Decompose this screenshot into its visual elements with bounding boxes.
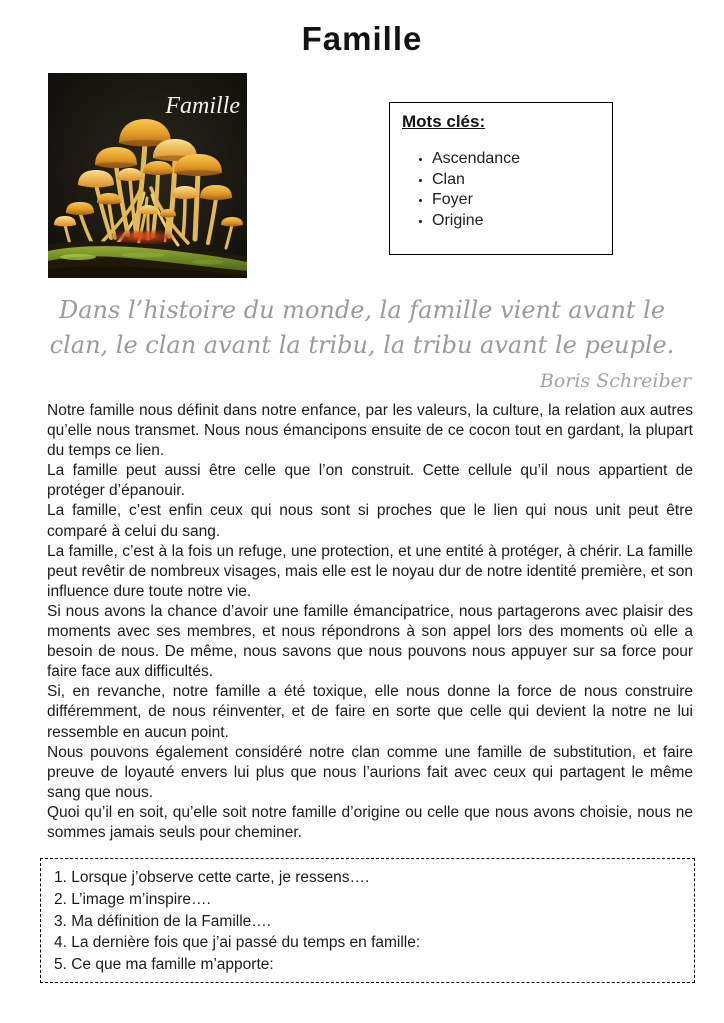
base-red-glow (113, 232, 173, 243)
quote-author: Boris Schreiber (539, 370, 691, 392)
question-item: 3. Ma définition de la Famille…. (54, 912, 272, 930)
mushroom-photo-illustration (48, 73, 247, 278)
keyword-item: • Origine (432, 211, 600, 232)
questions-box (40, 858, 695, 983)
body-paragraph: Nous pouvons également considéré notre clan comme une famille de substitution, et faire preuve de loyauté envers lui plus que nous l’aurions fait avec ceux qui partagent le même sang que nous. (47, 743, 693, 801)
body-paragraph: Si, en revanche, notre famille a été toxique, elle nous donne la force de nous construire différemment, de nous réinventer, et de faire en sorte que celle qui devient la notre ne lui ressemble en aucun point. (47, 683, 693, 741)
body-text (47, 401, 693, 843)
body-paragraph: La famille, c’est enfin ceux qui nous sont si proches que le lien qui nous unit peut être comparé à celui du sang. (47, 502, 693, 540)
quote-text: Dans l’histoire du monde, la famille vient avant le clan, le clan avant la tribu, la tribu avant le peuple. (49, 296, 675, 359)
keyword-item: • Ascendance (432, 149, 600, 170)
body-paragraph: La famille peut aussi être celle que l’on construit. Cette cellule qu’il nous appartient de protéger d’épanouir. (47, 462, 693, 500)
keywords-box (389, 102, 613, 255)
keywords-list (402, 149, 600, 231)
family-mushrooms-photo (48, 73, 247, 278)
body-paragraph: La famille, c’est à la fois un refuge, une protection, et une entité à protéger, à chérir. La famille peut revêtir de nombreux visages, mais elle est le noyau dur de notre identité première, et son influence dure toute notre vie. (47, 542, 693, 600)
keywords-title: Mots clés: (402, 112, 486, 131)
photo-overlay-title: Famille (165, 93, 240, 119)
keyword-item: • Foyer (432, 190, 600, 211)
question-item: 1. Lorsque j’observe cette carte, je ressens…. (54, 869, 370, 886)
body-paragraph: Si nous avons la chance d’avoir une famille émancipatrice, nous partagerons avec plaisir des moments avec ses membres, et nous répondrons à son appel lors des moments où elle a besoin de nous. De même, nous savons que nous pouvons nous appuyer sur sa force pour faire face aux difficultés. (47, 602, 693, 681)
body-paragraph: Notre famille nous définit dans notre enfance, par les valeurs, la culture, la relation aux autres qu’elle nous transmet. Nous nous émancipons ensuite de ce cocon tout en gardant, la plupart du temps ce lien. (47, 402, 693, 460)
question-item: 5. Ce que ma famille m’apporte: (54, 956, 274, 974)
keyword-item: • Clan (432, 170, 600, 191)
question-item: 4. La dernière fois que j’ai passé du temps en famille: (54, 934, 421, 952)
question-item: 2. L’image m’inspire…. (54, 890, 211, 908)
body-paragraph: Quoi qu’il en soit, qu’elle soit notre famille d’origine ou celle que nous avons choisie, nous ne sommes jamais seuls pour cheminer. (47, 803, 693, 841)
page-title: Famille (301, 20, 423, 57)
